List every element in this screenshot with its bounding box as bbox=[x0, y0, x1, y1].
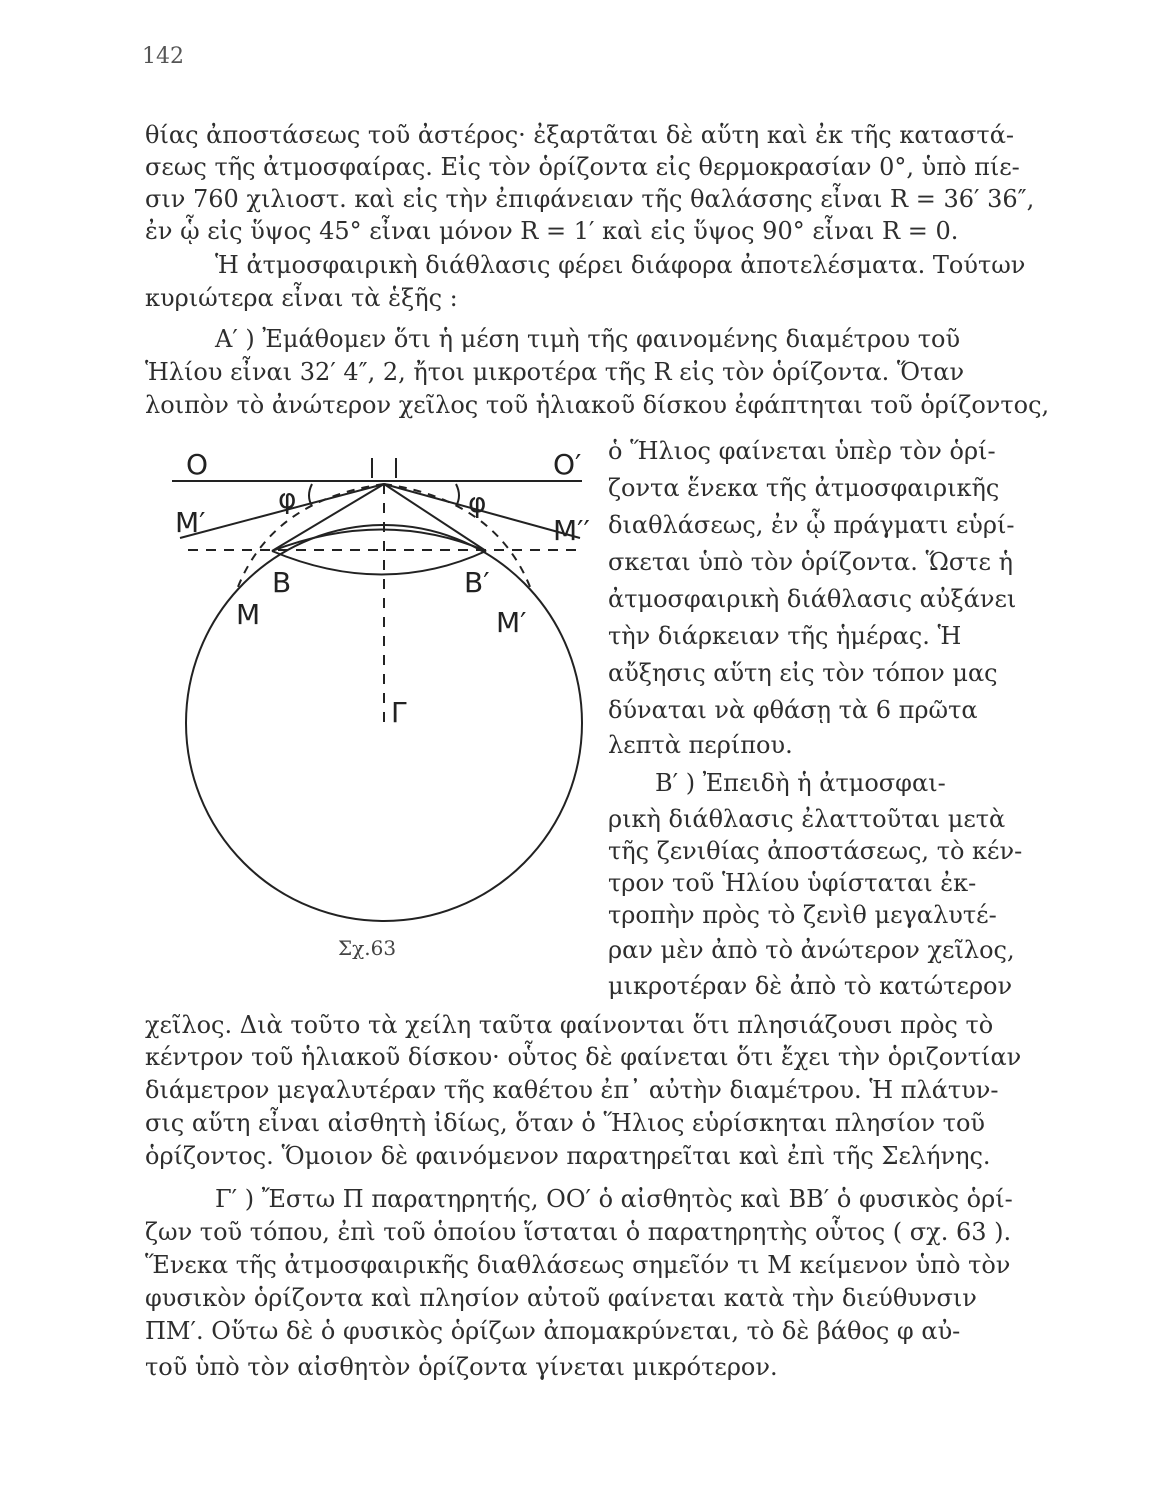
label-M-prime-low: M′ bbox=[496, 606, 527, 639]
text-line: χεῖλος. Διὰ τοῦτο τὰ χείλη ταῦτα φαίνονται ὅτι πλησιάζουσι πρὸς τὸ bbox=[145, 1011, 994, 1039]
text-line: φυσικὸν ὁρίζοντα καὶ πλησίον αὐτοῦ φαίνεται κατὰ τὴν διεύθυνσιν bbox=[145, 1284, 977, 1312]
label-M: M bbox=[236, 598, 261, 631]
text-line: διάμετρον μεγαλυτέραν τῆς καθέτου ἐπ᾽ αὐτὴν διαμέτρου. Ἡ πλάτυν- bbox=[145, 1076, 999, 1104]
text-line: Γ′ ) Ἔστω Π παρατηρητής, ΟΟ′ ὁ αἰσθητὸς καὶ ΒΒ′ ὁ φυσικὸς ὁρί- bbox=[215, 1185, 1013, 1213]
text-line: τοῦ ὑπὸ τὸν αἰσθητὸν ὁρίζοντα γίνεται μικρότερον. bbox=[145, 1353, 778, 1381]
label-Gamma: Γ bbox=[391, 696, 407, 729]
side-text-line: τροπὴν πρὸς τὸ ζενὶθ μεγαλυτέ- bbox=[608, 901, 997, 929]
lower-arc bbox=[272, 551, 486, 575]
side-text-line: ραν μὲν ἀπὸ τὸ ἀνώτερον χεῖλος, bbox=[608, 936, 1015, 964]
side-text-line: Β′ ) Ἐπειδὴ ἡ ἀτμοσφαι- bbox=[655, 769, 946, 797]
text-line: ΠΜ′. Οὕτω δὲ ὁ φυσικὸς ὁρίζων ἀπομακρύνεται, τὸ δὲ βάθος φ αὐ- bbox=[145, 1317, 961, 1345]
side-text-line: ζοντα ἕνεκα τῆς ἀτμοσφαιρικῆς bbox=[608, 474, 1000, 502]
page-number: 142 bbox=[142, 44, 184, 69]
side-text-line: ὁ Ἥλιος φαίνεται ὑπὲρ τὸν ὁρί- bbox=[608, 437, 996, 465]
figure-caption: Σχ.63 bbox=[338, 936, 397, 960]
side-text-line: μικροτέραν δὲ ἀπὸ τὸ κατώτερον bbox=[608, 972, 1013, 1000]
label-B-prime: B′ bbox=[464, 566, 490, 599]
side-text-line: σκεται ὑπὸ τὸν ὁρίζοντα. Ὥστε ἡ bbox=[608, 548, 1013, 576]
text-line: Ἕνεκα τῆς ἀτμοσφαιρικῆς διαθλάσεως σημεῖόν τι Μ κείμενον ὑπὸ τὸν bbox=[145, 1251, 1011, 1279]
text-line: θίας ἀποστάσεως τοῦ ἀστέρος· ἐξαρτᾶται δὲ αὕτη καὶ ἐκ τῆς καταστά- bbox=[145, 121, 1015, 149]
side-text-line: αὔξησις αὕτη εἰς τὸν τόπον μας bbox=[608, 659, 998, 687]
side-text-line: δύναται νὰ φθάσῃ τὰ 6 πρῶτα bbox=[608, 696, 978, 724]
label-phi-right: φ bbox=[468, 486, 487, 519]
label-M-prime-left: M′ bbox=[175, 506, 206, 539]
side-text-line: τρον τοῦ Ἡλίου ὑφίσταται ἐκ- bbox=[608, 869, 977, 897]
side-text-line: διαθλάσεως, ἐν ᾧ πράγματι εὑρί- bbox=[608, 511, 1015, 539]
label-O: O bbox=[186, 448, 209, 481]
label-B: B bbox=[272, 566, 292, 599]
side-text-line: λεπτὰ περίπου. bbox=[608, 731, 793, 759]
angle-arc-right bbox=[456, 484, 459, 506]
text-line: Ἡλίου εἶναι 32′ 4″, 2, ἤτοι μικροτέρα τῆς R εἰς τὸν ὁρίζοντα. Ὅταν bbox=[145, 358, 965, 386]
label-O-prime: O′ bbox=[553, 448, 582, 481]
side-text-line: τὴν διάρκειαν τῆς ἡμέρας. Ἡ bbox=[608, 622, 962, 650]
text-line: σεως τῆς ἀτμοσφαίρας. Εἰς τὸν ὁρίζοντα εἰς θερμοκρασίαν 0°, ὑπὸ πίε- bbox=[145, 153, 1020, 181]
text-line: σιν 760 χιλιοστ. καὶ εἰς τὴν ἐπιφάνειαν τῆς θαλάσσης εἶναι R = 36′ 36″, bbox=[145, 185, 1035, 213]
label-phi-left: φ bbox=[278, 482, 297, 515]
text-line: ζων τοῦ τόπου, ἐπὶ τοῦ ὁποίου ἵσταται ὁ παρατηρητὴς οὗτος ( σχ. 63 ). bbox=[145, 1218, 1012, 1246]
text-line: λοιπὸν τὸ ἀνώτερον χεῖλος τοῦ ἡλιακοῦ δίσκου ἐφάπτηται τοῦ ὁρίζοντος, bbox=[145, 391, 1050, 419]
side-text-line: ἀτμοσφαιρικὴ διάθλασις αὐξάνει bbox=[608, 585, 1017, 613]
text-line: Ἡ ἀτμοσφαιρικὴ διάθλασις φέρει διάφορα ἀποτελέσματα. Τούτων bbox=[215, 251, 1026, 279]
label-M-prime-right: M′′ bbox=[553, 514, 590, 547]
text-line: κυριώτερα εἶναι τὰ ἑξῆς : bbox=[145, 284, 458, 312]
text-line: Α′ ) Ἐμάθομεν ὅτι ἡ μέση τιμὴ τῆς φαινομένης διαμέτρου τοῦ bbox=[215, 325, 961, 353]
side-text-line: τῆς ζενιθίας ἀποστάσεως, τὸ κέν- bbox=[608, 837, 1023, 865]
side-text-line: ρικὴ διάθλασις ἐλαττοῦται μετὰ bbox=[608, 805, 1006, 833]
text-line: κέντρον τοῦ ἡλιακοῦ δίσκου· οὗτος δὲ φαίνεται ὅτι ἔχει τὴν ὁριζοντίαν bbox=[145, 1043, 1022, 1071]
text-line: σις αὕτη εἶναι αἰσθητὴ ἰδίως, ὅταν ὁ Ἥλιος εὑρίσκηται πλησίον τοῦ bbox=[145, 1109, 985, 1137]
text-line: ἐν ᾧ εἰς ὕψος 45° εἶναι μόνον R = 1′ καὶ εἰς ὕψος 90° εἶναι R = 0. bbox=[145, 217, 959, 245]
text-line: ὁρίζοντος. Ὅμοιον δὲ φαινόμενον παρατηρεῖται καὶ ἐπὶ τῆς Σελήνης. bbox=[145, 1142, 991, 1170]
